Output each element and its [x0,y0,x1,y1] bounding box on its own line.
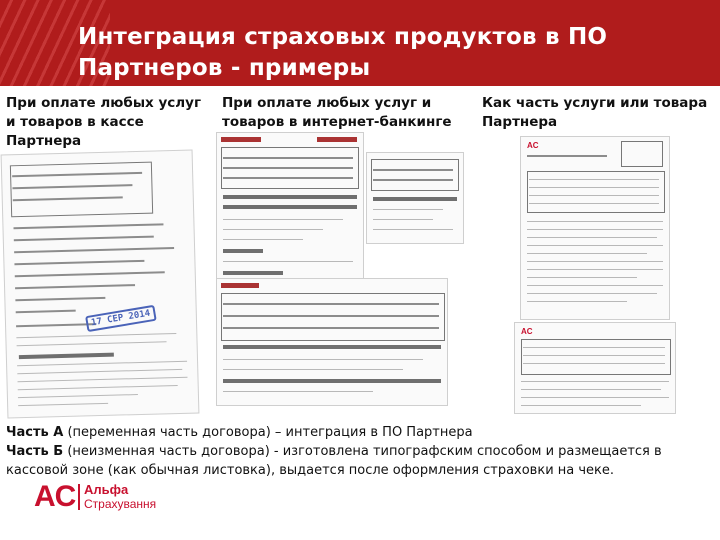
part-a-line [6,423,716,442]
title-bar [0,0,720,86]
logo-divider [78,484,80,510]
bank-receipt-side-image [366,152,464,244]
parts-description [6,423,716,480]
part-a-text: (переменная часть договора) – интеграция в ПО Партнера [63,425,473,440]
part-b-label: Часть Б [6,444,64,459]
cash-receipt-image [1,150,200,419]
logo-line-1: Альфа [84,482,129,497]
partner-contract-image: AC [520,136,670,320]
part-b-text: (неизменная часть договора) - изготовлена типографским способом и размещается в кассовой зоне (как обычная листовка), выдается после оформления страховки на чеке. [6,444,662,478]
receipt-date-stamp: 17 СЕР 2014 [85,305,156,332]
column-heading-cashdesk: При оплате любых услуг и товаров в кассе Партнера [6,95,201,149]
bank-receipt-bottom-image [216,278,448,406]
part-a-label: Часть А [6,425,64,440]
page-title: Интеграция страховых продуктов в ПО Партнеров - примеры [78,24,608,81]
partner-form-image: AC [514,322,676,414]
column-heading-internet-banking: При оплате любых услуг и товаров в интернет-банкинге [222,95,452,130]
part-b-line [6,442,716,480]
logo-mark: AC [34,480,76,513]
alfa-strakhuvannia-logo [34,480,174,516]
bank-receipt-top-image [216,132,364,286]
column-heading-partner-service: Как часть услуги или товара Партнера [482,95,708,130]
logo-line-2: Страхування [84,497,157,511]
